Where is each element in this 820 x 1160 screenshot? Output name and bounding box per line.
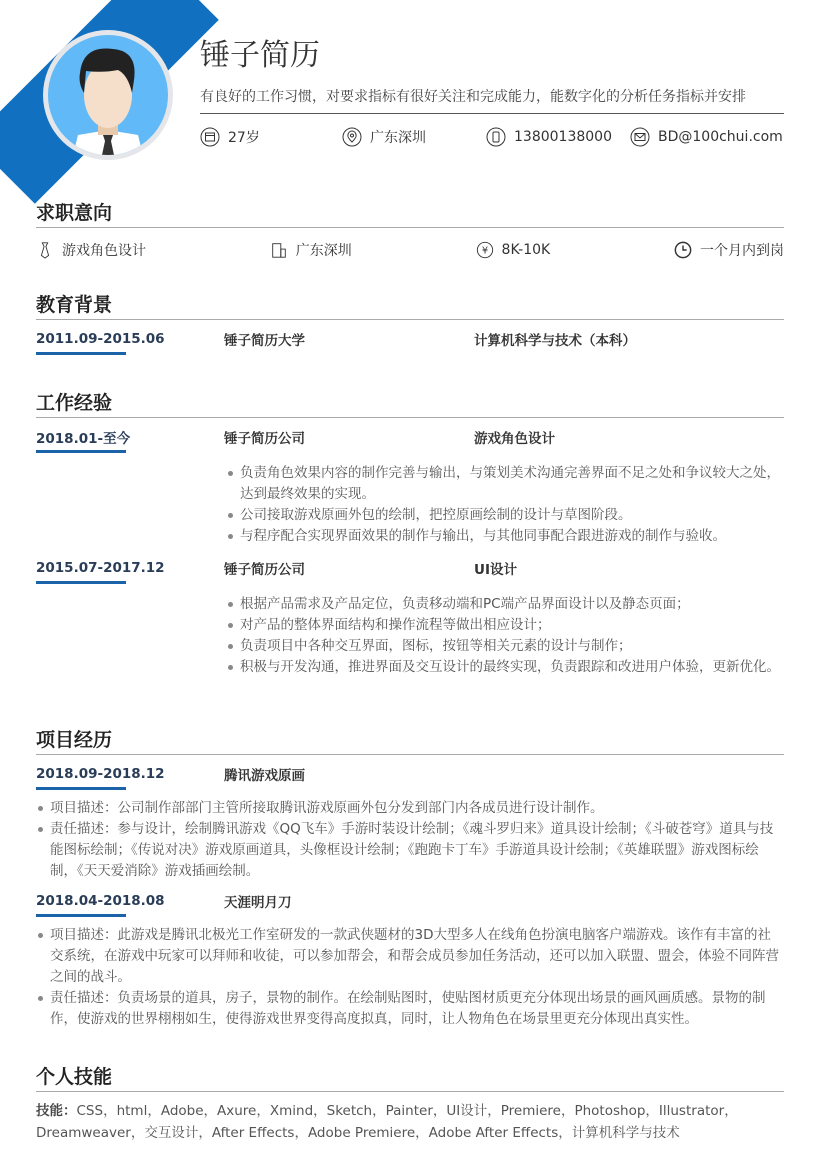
age-text: 27岁 xyxy=(228,130,260,146)
tie-icon xyxy=(36,241,54,259)
section-education xyxy=(36,290,784,363)
location-icon xyxy=(342,127,362,147)
work-role: UI设计 xyxy=(474,562,517,578)
phone-icon xyxy=(486,127,506,147)
skills-text: CSS，html，Adobe，Axure，Xmind，Sketch，Painter，UI设计，Premiere，Photoshop，Illustrator，Dreamweaver，交互设计，After Effects，Adobe Premiere，Adobe After Effects，计算机科学与技术 xyxy=(36,1103,738,1141)
email-text: BD@100chui.com xyxy=(658,129,783,145)
project-date: 2018.04-2018.08 xyxy=(36,893,165,909)
list-item: 积极与开发沟通，推进界面及交互设计的最终实现，负责跟踪和改进用户体验，更新优化。 xyxy=(226,657,784,678)
intent-availability xyxy=(674,240,784,260)
section-projects xyxy=(36,725,784,1030)
edu-school: 锤子简历大学 xyxy=(224,333,305,349)
date-underline xyxy=(36,581,126,584)
intent-text: 广东深圳 xyxy=(295,243,352,259)
section-intent xyxy=(36,198,784,260)
work-date: 2015.07-2017.12 xyxy=(36,560,165,576)
list-item: 负责角色效果内容的制作完善与输出，与策划美术沟通完善界面不足之处和争议较大之处，达到最终效果的实现。 xyxy=(226,463,784,505)
project-bullets xyxy=(36,798,784,882)
date-underline xyxy=(36,787,126,790)
list-item: 对产品的整体界面结构和操作流程等做出相应设计； xyxy=(226,615,784,636)
section-title: 求职意向 xyxy=(36,198,784,228)
list-item: 与程序配合实现界面效果的制作与输出，与其他同事配合跟进游戏的制作与验收。 xyxy=(226,526,784,547)
avatar xyxy=(43,30,173,160)
intent-salary xyxy=(476,240,551,260)
intent-position xyxy=(36,240,146,260)
mail-icon xyxy=(630,127,650,147)
contact-phone xyxy=(486,127,630,147)
section-title: 个人技能 xyxy=(36,1062,784,1092)
phone-text: 13800138000 xyxy=(514,129,612,145)
svg-text:¥: ¥ xyxy=(481,245,488,257)
work-role: 游戏角色设计 xyxy=(474,431,555,447)
list-item: 项目描述：此游戏是腾讯北极光工作室研发的一款武侠题材的3D大型多人在线角色扮演电脑客户端游戏。该作有丰富的社交系统，在游戏中玩家可以拜师和收徒，可以参加帮会，和帮会成员参加任务活动，还可以加入联盟、盟会，体验不同阵营之间的战斗。 xyxy=(36,925,784,988)
list-item: 责任描述：参与设计，绘制腾讯游戏《QQ飞车》手游时装设计绘制；《魂斗罗归来》道具设计绘制；《斗破苍穹》道具与技能图标绘制；《传说对决》游戏原画道具，头像框设计绘制；《跑跑卡丁车》手游道具设计绘制；《英雄联盟》游戏图标绘制，《天天爱消除》游戏插画绘制。 xyxy=(36,819,784,882)
list-item: 项目描述：公司制作部部门主管所接取腾讯游戏原画外包分发到部门内各成员进行设计制作。 xyxy=(36,798,784,819)
yen-icon xyxy=(476,241,494,259)
section-title: 教育背景 xyxy=(36,290,784,320)
calendar-icon xyxy=(200,127,220,147)
project-name: 腾讯游戏原画 xyxy=(224,768,305,784)
resume-name: 锤子简历 xyxy=(200,38,320,73)
contact-bar xyxy=(200,127,784,147)
work-bullets xyxy=(36,594,784,678)
date-underline xyxy=(36,450,126,453)
edu-major: 计算机科学与技术（本科） xyxy=(474,333,636,349)
contact-location xyxy=(342,127,486,147)
edu-date: 2011.09-2015.06 xyxy=(36,331,165,347)
section-work xyxy=(36,388,784,678)
list-item: 责任描述：负责场景的道具，房子，景物的制作。在绘制贴图时，使贴图材质更充分体现出场景的画风画质感。景物的制作，使游戏的世界栩栩如生，使得游戏世界变得高度拟真，同时，让人物角色在场景里更充分体现出真实性。 xyxy=(36,988,784,1030)
work-date: 2018.01-至今 xyxy=(36,431,131,447)
date-underline xyxy=(36,352,126,355)
list-item: 公司接取游戏原画外包的绘制，把控原画绘制的设计与草图阶段。 xyxy=(226,505,784,526)
section-title: 项目经历 xyxy=(36,725,784,755)
intent-text: 一个月内到岗 xyxy=(699,243,784,259)
list-item: 根据产品需求及产品定位，负责移动端和PC端产品界面设计以及静态页面； xyxy=(226,594,784,615)
motto: 有良好的工作习惯，对要求指标有很好关注和完成能力，能数字化的分析任务指标并安排 xyxy=(200,89,746,105)
intent-city xyxy=(270,240,352,260)
contact-age xyxy=(200,127,342,147)
project-name: 天涯明月刀 xyxy=(224,895,292,911)
project-date: 2018.09-2018.12 xyxy=(36,766,165,782)
section-title: 工作经验 xyxy=(36,388,784,418)
intent-text: 8K-10K xyxy=(501,242,551,258)
work-company: 锤子简历公司 xyxy=(224,562,305,578)
intent-text: 游戏角色设计 xyxy=(62,243,146,259)
location-text: 广东深圳 xyxy=(370,130,426,146)
building-icon xyxy=(270,241,288,259)
work-bullets xyxy=(36,463,784,547)
skills-label: 技能： xyxy=(36,1103,77,1119)
list-item: 负责项目中各种交互界面，图标，按钮等相关元素的设计与制作； xyxy=(226,636,784,657)
divider xyxy=(200,113,784,114)
section-skills xyxy=(36,1062,784,1144)
contact-email xyxy=(630,127,783,147)
project-bullets xyxy=(36,925,784,1030)
date-underline xyxy=(36,914,126,917)
clock-icon xyxy=(674,241,692,259)
avatar-illustration xyxy=(48,35,168,155)
work-company: 锤子简历公司 xyxy=(224,431,305,447)
